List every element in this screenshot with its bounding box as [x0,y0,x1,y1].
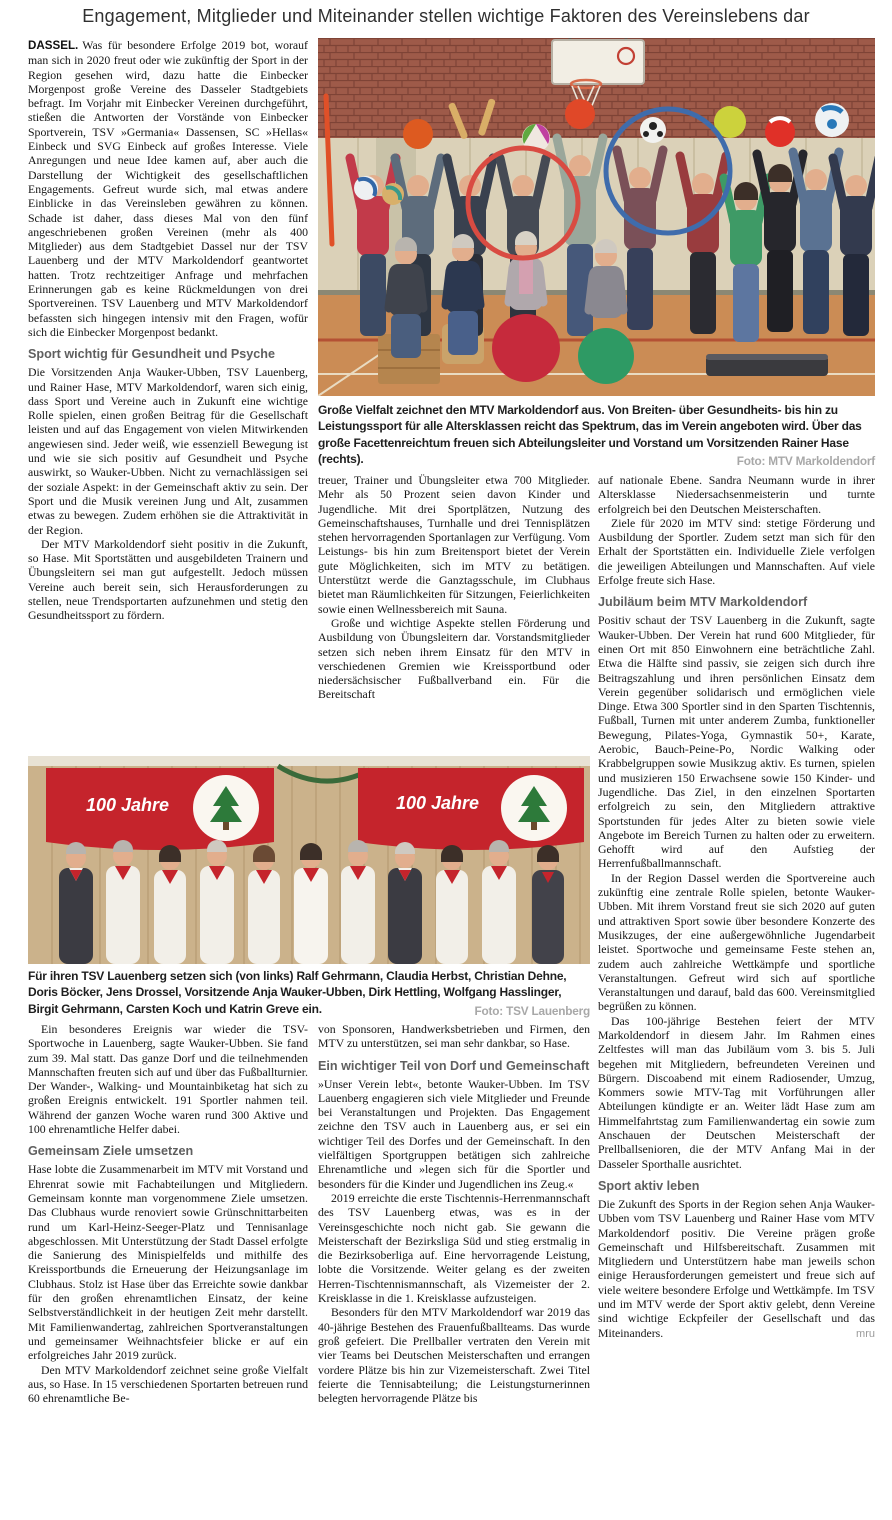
article-column-2-top [318,473,590,755]
photo-credit: Foto: MTV Markoldendorf [736,453,875,468]
article-paragraph [28,38,308,339]
section-subhead: Jubiläum beim MTV Markoldendorf [598,595,808,610]
article-paragraph: Ziele für 2020 im MTV sind: stetige Förderung und Ausbildung der Sportler. Zudem setzt man sich für den Erhalt der Sportstätten ein. Individuelle Ziele verfolgen die jeweiligen Abteilungen und Mannschaften. Auf viele Erfolge freute sich Hase. [598,515,875,588]
article-column-3 [598,473,875,1518]
green-hopper-ball [578,328,634,384]
article-paragraph: Hase lobte die Zusammenarbeit im MTV mit Vorstand und Ehrenrat sowie mit Fachabteilungen und Mitgliedern. Gemeinsam konnte man vorgenommene Ziele umsetzen. Das Clubhaus wurde renoviert sowie Grünschnittarbeiten rund um Karl-Heinz-Seeger-Platz und Tennisanlage abgeschlossen. Mit Unterstützung der Stadt Dassel erfolgte die Sanierung des Minispielfelds und mithilfe des Kreissportbunds die Erneuerung der Heizungsanlage im Clubhaus. Stolz ist Hase über das Erreichte sowie dankbar für den großen ehrenamtlichen Einsatz, der keine Selbstverständlichkeit in der heutigen Zeit mehr darstellt. Mit Familienwandertag, zahlreichen Sportveranstaltungen und gemeinsamer Weihnachtsfeier blicke er auf ein erfolgreiches Jahr 2019 zurück. [28,1162,308,1363]
tsv-photo-caption [28,968,590,1020]
paragraph-text: Was für besondere Erfolge 2019 bot, worauf man sich in 2020 freut oder wie zukünftig der Sport in der Region gesehen wird, dazu hatte die Einbecker Morgenpost große Vereine des Dasseler Stadtgebiets befragt. Im Vorjahr mit Einbecker Vereinen durchgeführt, stießen die Antworten der Vorstände von Einbecker Sportverein, TSV »Germania« Dassensen, SC »Hellas« Einbeck und SVG Einbeck auf großes Interesse. Viele Anregungen und neue Idee kamen auf, aber auch die Darstellung der Wichtigkeit des gesellschaftlichen Engagements. Gefreut wurde sich, mal etwas andere Einblicke in das Vereinsleben gewähren zu können. Schade ist daher, dass dieses Mal von den fünf angeschriebenen großen Vereinen (mehr als 400 Mitglieder) aus dem Stadtgebiet Dassel nur der TSV Lauenberg und der MTV Markoldendorf geantwortet hatten. Trotz rechtzeitiger Anfrage und mehrfachen Erinnerungen gab es keine Rückmeldungen von drei Sportvereinen. TSV Lauenberg und MTV Markoldendorf befassten sich hingegen intensiv mit den Fragen, wofür sich die Einbecker Morgenpost bedankt. [28,38,308,339]
caption-text: Große Vielfalt zeichnet den MTV Markoldendorf aus. Von Breiten- über Gesundheits- bis hin zu Leistungssport für alle Altersklassen reicht das Spektrum, das im Verein angeboten wird. Über das große Facettenreichtum freuen sich Abteilungsleiter und Vorstand um Vorsitzenden Rainer Hase (rechts). [318,403,862,467]
article-paragraph: treuer, Trainer und Übungsleiter etwa 700 Mitglieder. Mehr als 50 Prozent seien davon Kinder und Jugendliche. Mit drei Sportplätzen, Nutzung des Gemeinschaftshauses, Turnhalle und drei Tennisplätzen stehen hervorragenden Sportanlagen zur Verfügung. Vom Leistungs- bis hin zum Breitensport bietet der Verein gute Möglichkeiten, sich im MTV zu betätigen. Unterstützt werde die Ganztagsschule, im Clubhaus bietet man Räumlichkeiten für Sitzungen, Feierlichkeiten sowie einen Wellnessbereich mit Sauna. [318,473,590,616]
gym-photo-illustration [318,38,875,396]
article-column-1-top [28,38,308,755]
article-column-2-bottom [318,1022,590,1519]
caption-text: Für ihren TSV Lauenberg setzen sich (von links) Ralf Gehrmann, Claudia Herbst, Christian Dehne, Doris Böcker, Jens Drossel, Vorsitzende Anja Wauker-Ubben, Dirk Hettling, Wolfgang Hasslinger, Birgit Gehrmann, Carsten Koch und Katrin Greve ein. [28,969,567,1016]
gym-group-photo [318,38,875,396]
anniversary-banner-right [358,768,584,850]
article-paragraph: Besonders für den MTV Markoldendorf war 2019 das 40-jährige Bestehen des Frauenfußballteams. Das wurde groß gefeiert. Die Prellballer vertraten den Verein mit vier Teams bei Deutschen Meisterschaften und errangen vordere Plätze bis hin zur Vizemeisterschaft. Zwei Titel feierte die Tennisabteilung; die Leistungsturnerinnen belegten hervorragende Plätze bis [318,1305,590,1406]
banner-text: 100 Jahre [86,795,170,815]
article-paragraph: »Unser Verein lebt«, betonte Wauker-Ubben. Im TSV Lauenberg engagieren sich viele Mitglieder und Freunde bei Veranstaltungen und Projekten. Das Engagement zeichne den TSV auch in Lauenberg aus, er sei ein wichtiger Teil des Dorfes und der Gemeinschaft. In den vielfältigen Sportgruppen betätigen sich zahlreiche Ehrenamtliche und »legen sich für die Sportler und besonders für die Kinder und Jugendlichen ins Zeug.« [318,1076,590,1191]
section-subhead: Gemeinsam Ziele umsetzen [28,1144,194,1159]
photo-credit: Foto: TSV Lauenberg [474,1003,590,1018]
dateline: DASSEL. [28,39,79,52]
anniversary-banner-left [46,768,274,850]
article-paragraph: In der Region Dassel werden die Sportvereine auch zukünftig eine zentrale Rolle spielen, betonte Wauker-Ubben. Mit ihrem Vorstand freut sie sich 2020 auf guten und attraktiven Sport sowie über besondere Konzerte des Musikzuges, der eine außergewöhnliche Jugendarbeit leistet. Sportwoche und gemeinsame Feste stehen an, zudem auch zahlreiche Wettkämpfe und sportliche Veranstaltungen. Gefreut wird sich auf sportliche Veranstaltungen und darauf, bald das 600. Vereinsmitglied begrüßen zu können. [598,870,875,1014]
article-paragraph: auf nationale Ebene. Sandra Neumann wurde in ihrer Altersklasse Niedersachsenmeisterin und turnte erfolgreich bei den Deutschen Meisterschaften. [598,473,875,516]
section-subhead: Sport aktiv leben [598,1178,700,1193]
article-paragraph: Die Zukunft des Sports in der Region sehen Anja Wauker-Ubben vom TSV Lauenberg und Rainer Hase vom MTV Markoldendorf positiv. Die Vereine prägen große Gemeinschaft und Hilfsbereitschaft. Zusammen mit Mitgliedern und Unterstützern habe man jeweils schon einige Herausforderungen gemeistert und freue sich auf viele weitere besondere Erfolge und Wettkämpfe. Im TSV und im MTV werde der Sport aktiv gelebt, denn Vereine sind wichtige Eckpfeiler der Gesellschaft und das Miteinanders. [598,1196,875,1340]
article-paragraph: Das 100-jährige Bestehen feiert der MTV Markoldendorf in diesem Jahr. Im Rahmen eines Zeltfestes will man das Jubiläum vom 3. bis 5. Juli begehen mit Mitgliedern, befreundeten Vereinen und Bürgern. Discoabend mit einem Radiosender, Umzug, Kommers sowie MTV-Tag mit Vorführungen aller Abteilungen kündigte er an. Weiter lädt Hase zum am Himmelfahrtstag zum Familienwandertag ein sowie zum Anschauen der Deutschen Meisterschaft der Prellballsenioren, die der MTV Anfang Mai in der Dasseler Sporthalle ausrichtet. [598,1013,875,1171]
ceiling-strip [28,756,590,766]
red-exercise-ball [492,314,560,382]
article-paragraph: von Sponsoren, Handwerksbetrieben und Firmen, den MTV zu unterstützen, sei man sehr dankbar, so Hase. [318,1022,590,1051]
article-paragraph: Der MTV Markoldendorf sieht positiv in die Zukunft, so Hase. Mit Sportstätten und ausgebildeten Trainern und Übungsleitern sei man gut aufgestellt. Jedoch müssen Vereine auch bereit sein, sich Herausforderungen zu stellen, neue Trendsportarten aufzunehmen und stetig den Gesundheitssport zu fördern. [28,536,308,623]
tsv-lauenberg-photo [28,756,590,964]
section-subhead: Sport wichtig für Gesundheit und Psyche [28,347,275,362]
gym-photo-caption [318,402,875,470]
article-paragraph: Den MTV Markoldendorf zeichnet seine große Vielfalt aus, so Hase. In 15 verschiedenen Sportarten betreuen rund 60 ehrenamtliche Be- [28,1362,308,1406]
tsv-photo-illustration [28,756,590,964]
article-paragraph: Die Vorsitzenden Anja Wauker-Ubben, TSV Lauenberg, und Rainer Hase, MTV Markoldendorf, waren sich einig, dass Sport und Vereine auch in Zukunft eine wichtige Rolle spielen, einen großen Beitrag für die Gesellschaft leisten und auf das Engagement von vielen Mitwirkenden angewiesen sind. Jeder weiß, wie essenziell Bewegung ist und wie sie sich positiv auf Gesundheit und Psyche auswirkt, so Wauker-Ubben. Nicht zu vernachlässigen sei der soziale Aspekt: in der Gemeinschaft aktiv zu sein. Der Sport und die Musik vereinen Jung und Alt, zusammen etwas zu bewegen. Zudem erhöhen sie die Attraktivität in der Region. [28,365,308,537]
article-title: Engagement, Mitglieder und Miteinander stellen wichtige Faktoren des Vereinslebens dar [82,6,810,26]
banner-text: 100 Jahre [396,793,480,813]
section-subhead: Ein wichtiger Teil von Dorf und Gemeinschaft [318,1058,590,1073]
article-paragraph: 2019 erreichte die erste Tischtennis-Herrenmannschaft des TSV Lauenberg etwas, was es in der Vereinsgeschichte noch nicht gab. Sie gewann die Meisterschaft der Bezirksliga Süd und stieg erstmalig in die Bezirksoberliga auf. Eine hervorragende Leistung, lobte die Vorsitzende. Weiter gelang es der zweiten Herren-Tischtennismannschaft, als Vizemeister der 2. Kreisklasse in die 1. Kreisklasse aufzusteigen. [318,1190,590,1306]
byline-author: mru [856,1327,875,1340]
article-paragraph: Große und wichtige Aspekte stellen Förderung und Ausbildung von Übungsleitern dar. Vorstandsmitglieder setzen sich neben ihrem Einsatz für den MTV in verschiedenen Gremien wie Kreissportbund oder niedersächsischer Fußballverband ein. Für die Bereitschaft [318,615,590,702]
article-paragraph: Ein besonderes Ereignis war wieder die TSV-Sportwoche in Lauenberg, sagte Wauker-Ubben. Sie fand zum 39. Mal statt. Das ganze Dorf und die teilnehmenden Mannschaften freuten sich auf und über das Fußballturnier. Der Wander-, Walking- und Mountainbiketag hat sich zu großen Ereignis entwickelt. 191 Sportler nahmen teil. Während der ganzen Woche waren rund 300 Aktive und 100 ehrenamtliche Helfer dabei. [28,1022,308,1137]
article-paragraph: Positiv schaut der TSV Lauenberg in die Zukunft, sagte Wauker-Ubben. Der Verein hat rund 600 Mitglieder, für einen Ort mit 850 Einwohnern eine beträchtliche Zahl. Etwa die Hälfte sind passiv, sie zeigen sich durch ihre Beitragszahlung und ihren persönlichen Einsatz dem Verein gegenüber solidarisch und ermöglichen viele Dinge. Etwa 300 Sportler sind in den Sparten Tischtennis, Fußball, Turnen mit unter anderem Zumba, funktioneller Bewegung, Pilates-Yoga, Gymnastik 50+, Karate, Aerobic, Bauch-Peine-Po, Nordic Walking oder Krabbelgruppen sowie Musikzug aktiv. Es turnen, spielen und musizieren 150 Erwachsene sowie 150 Kinder- und Jugendliche. Das Ziel, in den einzelnen Sportarten erfolgreich zu sein, den Mitgliedern attraktive Sportstunden für jedes Alter zu bieten sowie viele Angebote im Bereich Turnen zu halten oder zu erweitern. Gehofft wird auf den Aufstieg der Herrenfußballmannschaft. [598,613,875,871]
article-column-1-bottom [28,1022,308,1519]
